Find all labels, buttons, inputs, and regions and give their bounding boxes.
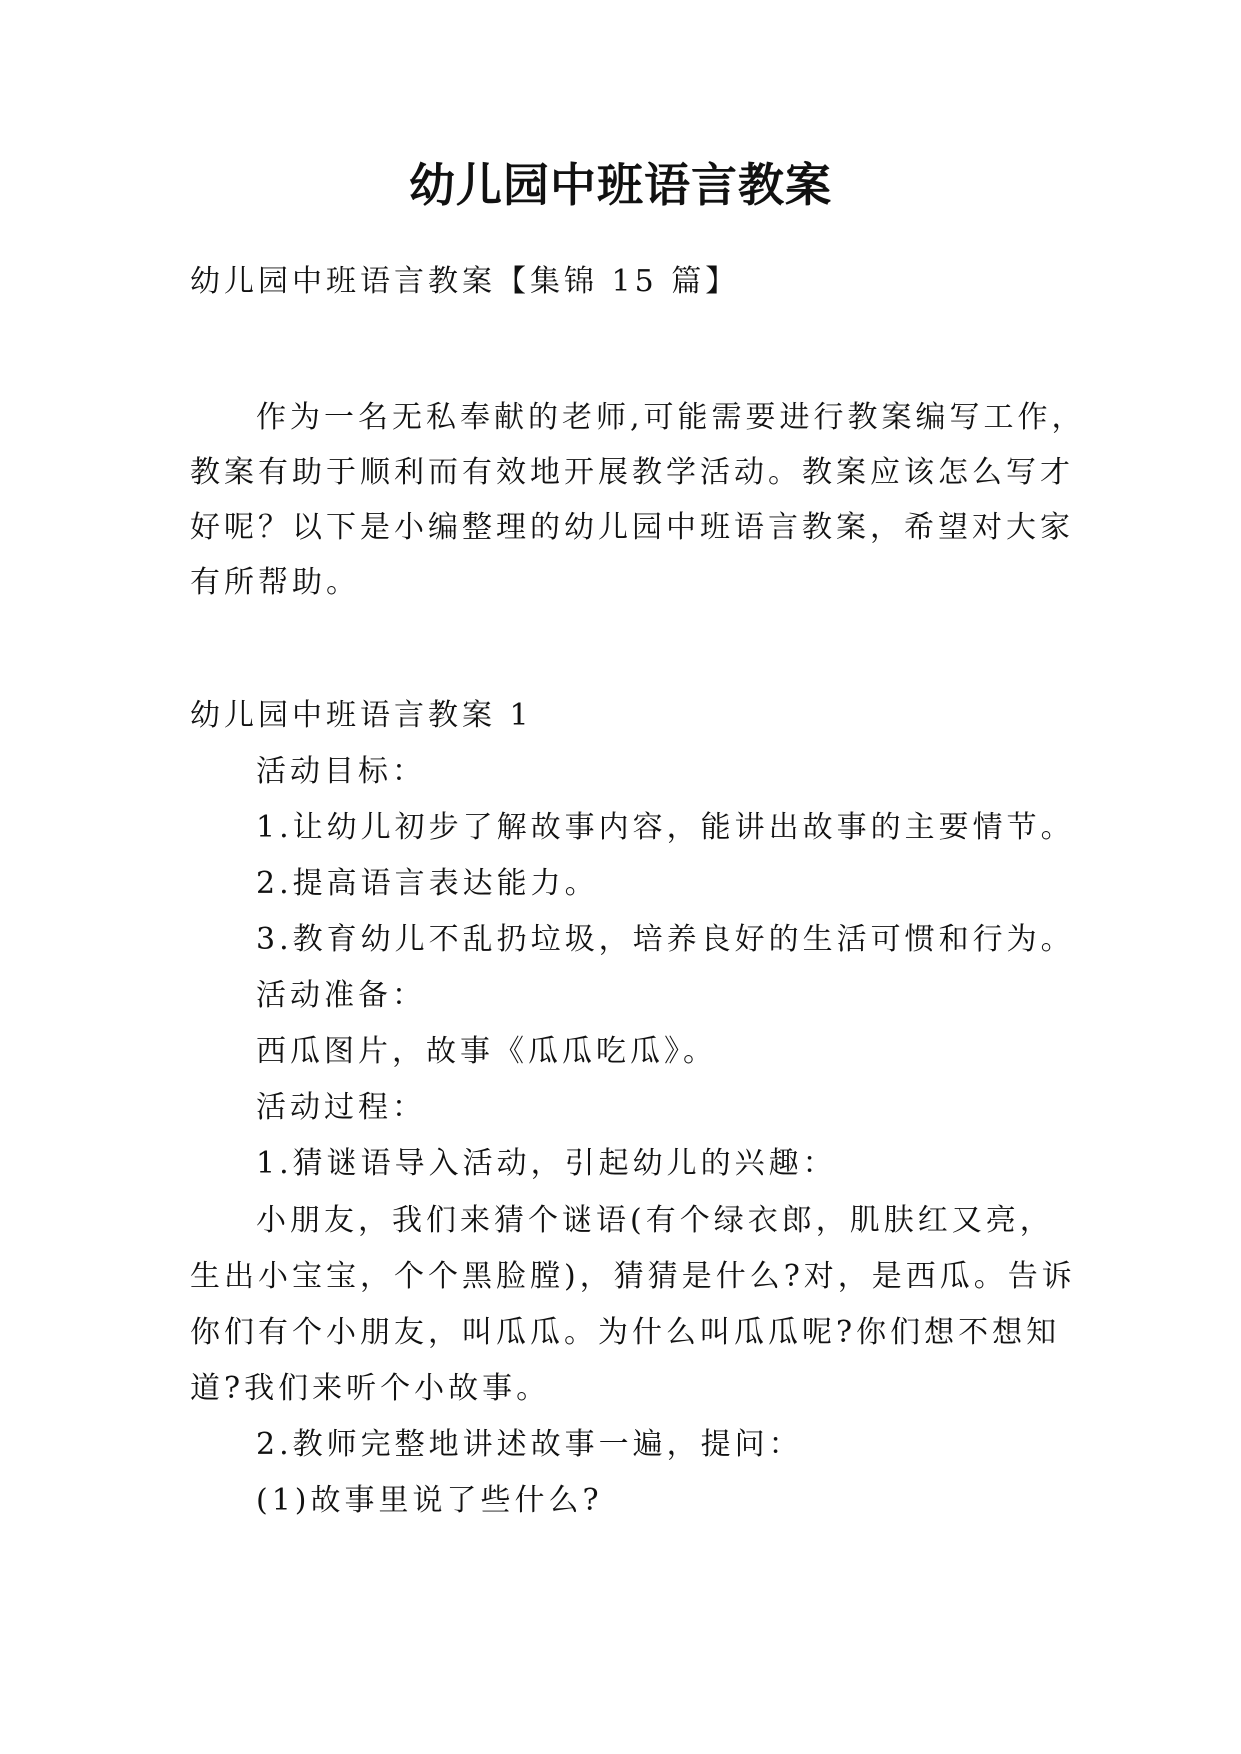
- step-2-heading: 2.教师完整地讲述故事一遍，提问：: [256, 1427, 803, 1462]
- process-label: 活动过程：: [256, 1090, 426, 1125]
- document-subtitle: 幼儿园中班语言教案【集锦 15 篇】: [190, 264, 740, 299]
- goals-label: 活动目标：: [256, 754, 426, 789]
- prep-label: 活动准备：: [256, 978, 426, 1013]
- goal-item-3: 3.教育幼儿不乱扔垃圾，培养良好的生活可惯和行为。: [256, 922, 1075, 957]
- goal-item-2: 2.提高语言表达能力。: [256, 866, 599, 901]
- intro-line-3: 好呢？以下是小编整理的幼儿园中班语言教案，希望对大家: [190, 510, 1074, 545]
- intro-line-2: 教案有助于顺利而有效地开展教学活动。教案应该怎么写才: [190, 455, 1074, 490]
- question-1: (1)故事里说了些什么?: [256, 1483, 603, 1518]
- step-1-heading: 1.猜谜语导入活动，引起幼儿的兴趣：: [256, 1146, 837, 1181]
- prep-text: 西瓜图片，故事《瓜瓜吃瓜》。: [256, 1034, 717, 1069]
- document-title: 幼儿园中班语言教案: [409, 158, 832, 212]
- intro-line-4: 有所帮助。: [190, 565, 360, 600]
- section-heading: 幼儿园中班语言教案 1: [190, 698, 533, 733]
- intro-line-1: 作为一名无私奉献的老师,可能需要进行教案编写工作，: [256, 400, 1086, 435]
- step-1-line-4: 道?我们来听个小故事。: [190, 1371, 551, 1406]
- step-1-line-1: 小朋友，我们来猜个谜语(有个绿衣郎，肌肤红又亮，: [256, 1203, 1054, 1238]
- step-1-line-2: 生出小宝宝，个个黑脸膛)，猜猜是什么?对，是西瓜。告诉: [190, 1259, 1076, 1294]
- goal-item-1: 1.让幼儿初步了解故事内容，能讲出故事的主要情节。: [256, 810, 1075, 845]
- step-1-line-3: 你们有个小朋友，叫瓜瓜。为什么叫瓜瓜呢?你们想不想知: [190, 1315, 1061, 1350]
